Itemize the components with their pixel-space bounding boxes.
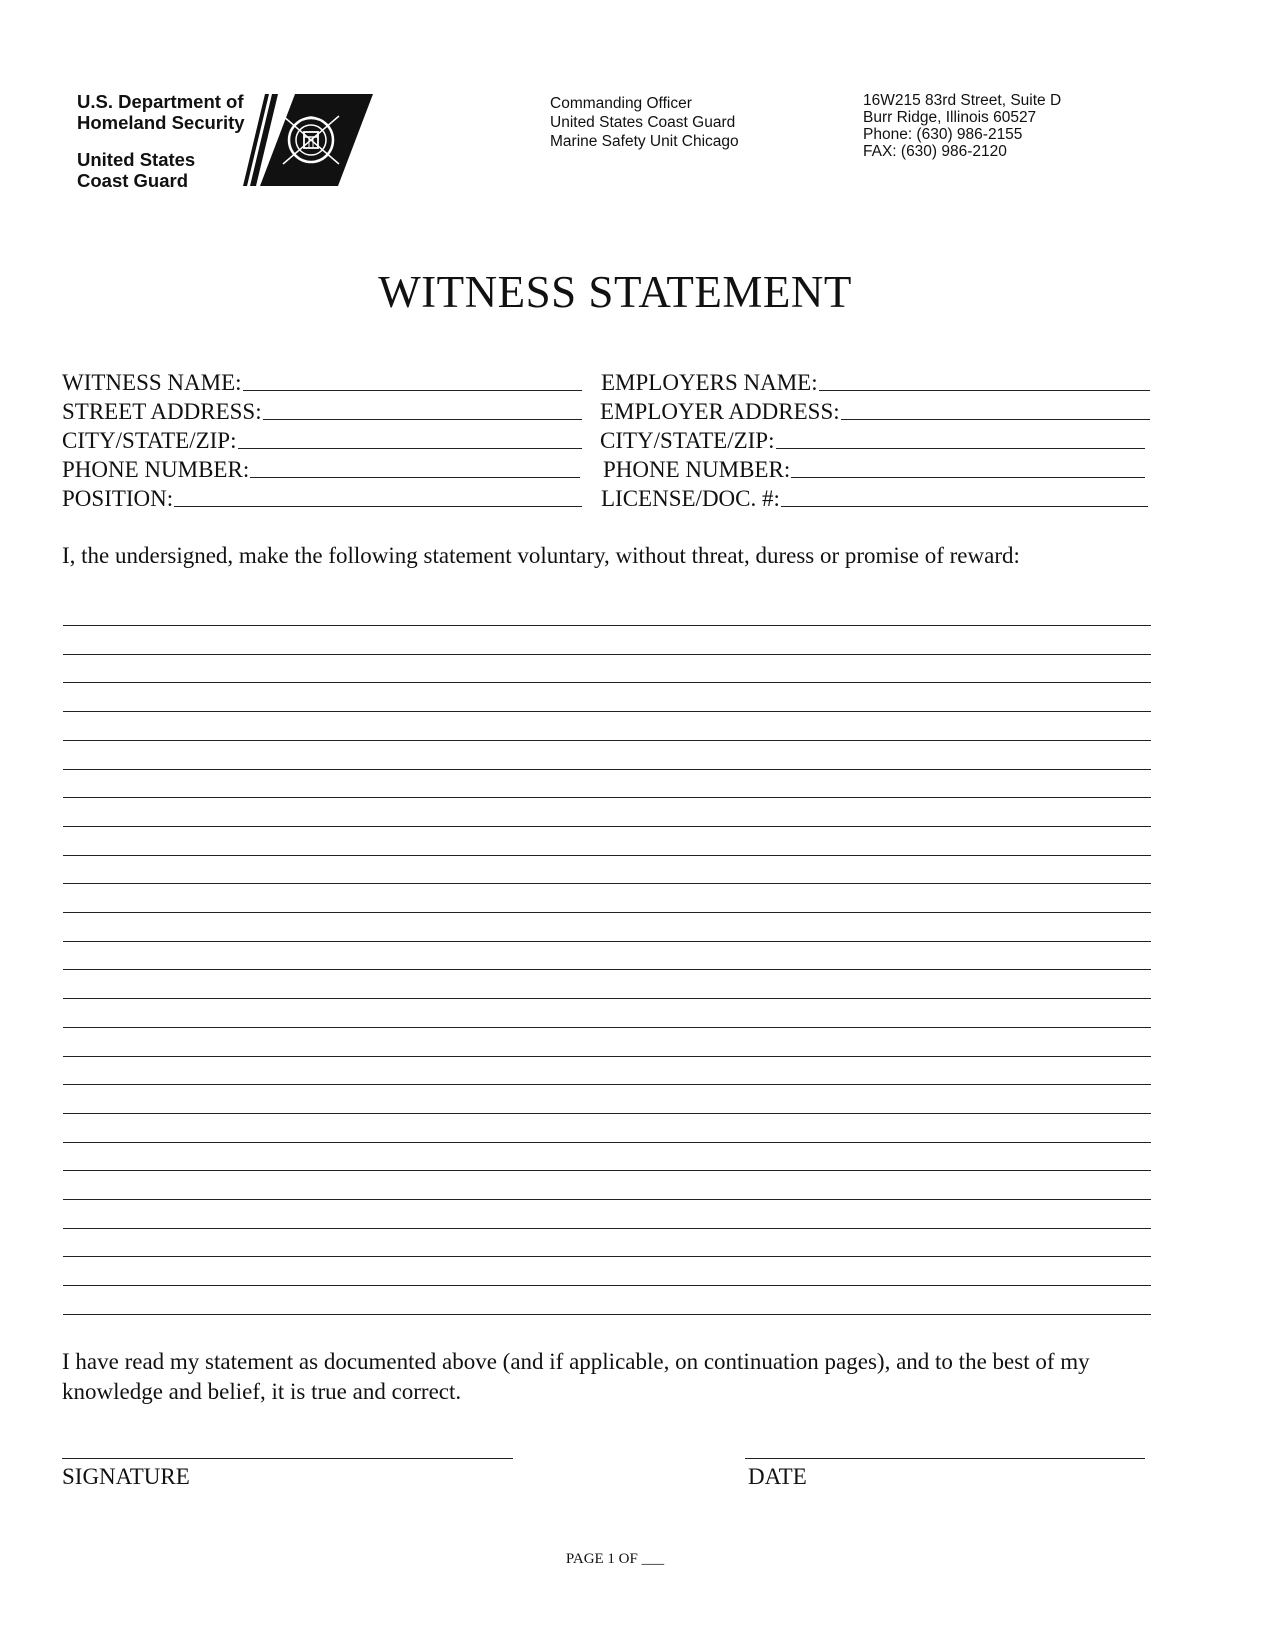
license-doc-field[interactable] (601, 485, 1148, 513)
statement-line[interactable] (63, 740, 1151, 741)
agency-name (77, 91, 245, 191)
employers-name-field[interactable] (601, 369, 1150, 397)
witness-name-blank[interactable] (243, 390, 582, 391)
license-doc-label: LICENSE/DOC. #: (601, 486, 780, 511)
position-blank[interactable] (174, 506, 582, 507)
employer-phone-field[interactable] (603, 456, 1145, 484)
agency-line-2: Homeland Security (77, 112, 245, 133)
statement-line[interactable] (63, 1056, 1151, 1057)
street-address-blank[interactable] (263, 419, 582, 420)
contact-phone: Phone: (630) 986-2155 (863, 126, 1023, 143)
signature-label: SIGNATURE (62, 1464, 190, 1489)
statement-line[interactable] (63, 969, 1151, 970)
statement-line[interactable] (63, 1314, 1151, 1315)
statement-line[interactable] (63, 769, 1151, 770)
statement-line[interactable] (63, 1027, 1151, 1028)
page-number: PAGE 1 OF ___ (565, 1551, 665, 1567)
date-line[interactable] (745, 1458, 1145, 1459)
employers-name-label: EMPLOYERS NAME: (601, 370, 818, 395)
employer-phone-blank[interactable] (791, 477, 1145, 478)
witness-city-state-zip-field[interactable] (62, 427, 582, 455)
statement-line[interactable] (63, 654, 1151, 655)
witness-phone-blank[interactable] (250, 477, 580, 478)
statement-line[interactable] (63, 1256, 1151, 1257)
street-address-field[interactable] (62, 398, 582, 426)
statement-line[interactable] (63, 998, 1151, 999)
street-address-label: STREET ADDRESS: (62, 399, 262, 424)
date-label: DATE (748, 1464, 807, 1489)
position-label: POSITION: (62, 486, 174, 511)
attestation-text: I have read my statement as documented above (and if applicable, on continuation pages), and to the best of my knowledge and belief, it is true and correct. (62, 1349, 1090, 1404)
statement-line[interactable] (63, 912, 1151, 913)
statement-line[interactable] (63, 1199, 1151, 1200)
statement-line[interactable] (63, 1084, 1151, 1085)
contact-city: Burr Ridge, Illinois 60527 (863, 109, 1037, 126)
agency-line-1: U.S. Department of (77, 91, 244, 112)
witness-name-label: WITNESS NAME: (62, 370, 242, 395)
statement-line[interactable] (63, 855, 1151, 856)
position-field[interactable] (62, 485, 582, 513)
license-doc-blank[interactable] (781, 506, 1148, 507)
statement-line[interactable] (63, 826, 1151, 827)
statement-intro: I, the undersigned, make the following statement voluntary, without threat, duress or promise of reward: (62, 543, 1020, 568)
office-line-3: Marine Safety Unit Chicago (550, 133, 739, 150)
employer-city-state-zip-blank[interactable] (776, 448, 1146, 449)
office-address (550, 94, 739, 151)
employer-address-field[interactable] (600, 398, 1150, 426)
statement-line[interactable] (63, 711, 1151, 712)
statement-line[interactable] (63, 1228, 1151, 1229)
office-line-2: United States Coast Guard (550, 114, 736, 131)
witness-phone-label: PHONE NUMBER: (62, 457, 250, 482)
statement-line[interactable] (63, 941, 1151, 942)
employer-city-state-zip-field[interactable] (600, 427, 1145, 455)
employer-address-label: EMPLOYER ADDRESS: (600, 399, 840, 424)
office-line-1: Commanding Officer (550, 95, 692, 112)
statement-line[interactable] (63, 1170, 1151, 1171)
coast-guard-emblem-icon (243, 94, 373, 190)
contact-info (863, 92, 1061, 160)
statement-line[interactable] (63, 625, 1151, 626)
employers-name-blank[interactable] (819, 390, 1150, 391)
statement-line[interactable] (63, 682, 1151, 683)
employer-phone-label: PHONE NUMBER: (603, 457, 791, 482)
page-title: WITNESS STATEMENT (378, 267, 852, 317)
signature-line[interactable] (62, 1458, 513, 1459)
statement-line[interactable] (63, 1142, 1151, 1143)
witness-city-state-zip-label: CITY/STATE/ZIP: (62, 428, 237, 453)
service-line-1: United States (77, 149, 196, 170)
contact-fax: FAX: (630) 986-2120 (863, 143, 1007, 160)
statement-line[interactable] (63, 797, 1151, 798)
statement-line[interactable] (63, 1285, 1151, 1286)
contact-street: 16W215 83rd Street, Suite D (863, 92, 1062, 109)
service-line-2: Coast Guard (77, 170, 189, 191)
statement-line[interactable] (63, 883, 1151, 884)
witness-name-field[interactable] (62, 369, 582, 397)
statement-line[interactable] (63, 1113, 1151, 1114)
witness-phone-field[interactable] (62, 456, 580, 484)
employer-address-blank[interactable] (841, 419, 1150, 420)
witness-city-state-zip-blank[interactable] (238, 448, 583, 449)
employer-city-state-zip-label: CITY/STATE/ZIP: (600, 428, 775, 453)
